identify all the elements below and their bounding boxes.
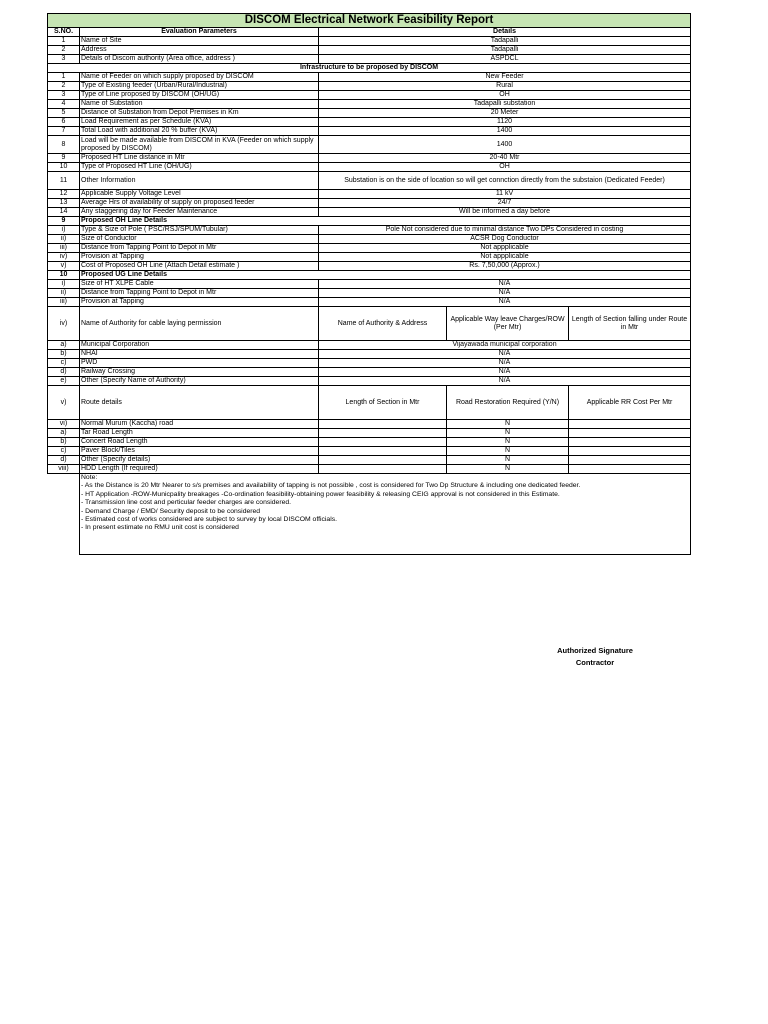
row-value: OH [319,91,691,100]
table-row [48,420,691,429]
row-parameter: Tar Road Length [80,429,319,438]
feasibility-report-sheet [47,13,690,555]
row-number: iv) [48,253,80,262]
row-number: ii) [48,289,80,298]
row-parameter: Name of Authority for cable laying permission [80,307,319,341]
table-row [48,298,691,307]
row-number: 1 [48,73,80,82]
row-parameter: Provision at Tapping [80,298,319,307]
table-row [48,64,691,73]
row-parameter: Load will be made available from DISCOM in KVA (Feeder on which supply proposed by DISCOM) [80,136,319,154]
row-parameter: Address [80,46,319,55]
table-row [48,253,691,262]
header-sno: S.NO. [48,28,80,37]
row-parameter: Other (Specify details) [80,456,319,465]
row-parameter: Name of Substation [80,100,319,109]
section-heading-infrastructure: Infrastructure to be proposed by DISCOM [48,64,691,73]
length-column-header: Length of Section in Mtr [319,386,447,420]
row-number: i) [48,280,80,289]
way-leave-column-header: Applicable Way leave Charges/ROW (Per Mtr) [447,307,569,341]
row-value: Tadapalli [319,46,691,55]
row-parameter: Cost of Proposed OH Line (Attach Detail estimate ) [80,262,319,271]
row-value: 20 Meter [319,109,691,118]
row-number: 5 [48,109,80,118]
table-row [48,136,691,154]
row-value: 1120 [319,118,691,127]
row-parameter: NHAI [80,350,319,359]
row-value: 20-40 Mtr [319,154,691,163]
road-restoration-value: N [447,447,569,456]
section-heading-oh-line: Proposed OH Line Details [80,217,691,226]
row-parameter: Other Information [80,172,319,190]
row-value: N/A [319,377,691,386]
row-value: N/A [319,280,691,289]
row-number: 2 [48,82,80,91]
row-value: Not appplicable [319,253,691,262]
row-number: b) [48,438,80,447]
row-parameter: Type of Line proposed by DISCOM (OH/UG) [80,91,319,100]
row-parameter: Municipal Corporation [80,341,319,350]
row-number: 4 [48,100,80,109]
note-spacer [48,474,80,555]
rr-cost-cell [569,447,691,456]
section-number: 9 [48,217,80,226]
row-parameter: Applicable Supply Voltage Level [80,190,319,199]
row-value: Vijayawada municipal corporation [319,341,691,350]
table-row [48,341,691,350]
table-row [48,127,691,136]
note-line: - Estimated cost of works considered are subject to survey by local DISCOM officials. [81,516,337,524]
table-row [48,429,691,438]
road-restoration-value: N [447,465,569,474]
row-value: Rural [319,82,691,91]
row-value: 1400 [319,127,691,136]
row-number: vi) [48,420,80,429]
table-row [48,474,691,555]
table-row [48,172,691,190]
row-number: 9 [48,154,80,163]
row-parameter: Normal Murum (Kaccha) road [80,420,319,429]
table-row [48,73,691,82]
route-length-cell [319,447,447,456]
row-parameter: Route details [80,386,319,420]
row-number: 13 [48,199,80,208]
row-parameter: Concert Road Length [80,438,319,447]
restoration-column-header: Road Restoration Required (Y/N) [447,386,569,420]
row-value: Tadapalli [319,37,691,46]
row-value: Tadapalli substation [319,100,691,109]
table-row [48,386,691,420]
row-number: 14 [48,208,80,217]
row-number: 6 [48,118,80,127]
row-value: OH [319,163,691,172]
table-row [48,109,691,118]
report-table [47,13,691,555]
road-restoration-value: N [447,438,569,447]
row-number: v) [48,386,80,420]
row-parameter: Load Requirement as per Schedule (KVA) [80,118,319,127]
table-row [48,447,691,456]
row-value: 11 kV [319,190,691,199]
route-length-cell [319,456,447,465]
row-value: Not appplicable [319,244,691,253]
row-number: 3 [48,55,80,64]
table-row [48,244,691,253]
rr-cost-column-header: Applicable RR Cost Per Mtr [569,386,691,420]
row-parameter: Type of Existing feeder (Urban/Rural/Industrial) [80,82,319,91]
row-number: viii) [48,465,80,474]
table-row [48,456,691,465]
row-value: Rs. 7,50,000 (Approx.) [319,262,691,271]
row-parameter: Details of Discom authority (Area office, address ) [80,55,319,64]
table-row [48,118,691,127]
table-row [48,208,691,217]
table-row [48,438,691,447]
row-number: 1 [48,37,80,46]
table-row [48,226,691,235]
row-number: 12 [48,190,80,199]
row-parameter: Distance from Tapping Point to Depot in Mtr [80,289,319,298]
row-parameter: Total Load with additional 20 % buffer (KVA) [80,127,319,136]
table-row [48,82,691,91]
row-parameter: Paver Block/Tiles [80,447,319,456]
note-box [80,474,691,555]
row-number: i) [48,226,80,235]
row-number: 8 [48,136,80,154]
header-evaluation-parameters: Evaluation Parameters [80,28,319,37]
table-row [48,91,691,100]
row-value: N/A [319,359,691,368]
section-number: 10 [48,271,80,280]
table-row [48,350,691,359]
row-parameter: Any staggering day for Feeder Maintenance [80,208,319,217]
row-value: ACSR Dog Conductor [319,235,691,244]
row-parameter: Distance of Substation from Depot Premises in Km [80,109,319,118]
row-number: c) [48,359,80,368]
table-row [48,271,691,280]
rr-cost-cell [569,429,691,438]
table-row [48,217,691,226]
table-row [48,235,691,244]
authorized-signature-label: Authorized Signature [557,646,633,655]
row-parameter: Name of Feeder on which supply proposed by DISCOM [80,73,319,82]
road-restoration-value: N [447,429,569,438]
row-parameter: Name of Site [80,37,319,46]
note-label: Note: [81,474,98,481]
row-value: ASPDCL [319,55,691,64]
row-number: 7 [48,127,80,136]
row-parameter: PWD [80,359,319,368]
row-number: v) [48,262,80,271]
table-row [48,377,691,386]
row-number: iii) [48,244,80,253]
row-number: 3 [48,91,80,100]
table-row [48,359,691,368]
route-length-cell [319,465,447,474]
rr-cost-cell [569,456,691,465]
note-line: - HT Application -ROW-Municpality breakages -Co-ordination feasibility-obtaining power feasibility & releasing CEIG approval is not considered in this Estimate. [81,490,560,498]
row-parameter: Railway Crossing [80,368,319,377]
table-row [48,262,691,271]
row-value: 24/7 [319,199,691,208]
row-number: e) [48,377,80,386]
row-parameter: Type & Size of Pole ( PSC/RSJ/SPUM/Tubular) [80,226,319,235]
note-line: - Demand Charge / EMD/ Security deposit to be considered [81,507,261,515]
road-restoration-value: N [447,456,569,465]
row-number: d) [48,368,80,377]
report-title: DISCOM Electrical Network Feasibility Report [48,14,691,28]
row-number: d) [48,456,80,465]
note-line: - As the Distance is 20 Mtr Nearer to s/s premises and availability of tapping is not possible , cost is considered for Two Dp Structure & including one dedicated feeder. [81,482,581,490]
table-row [48,37,691,46]
note-line: - In present estimate no RMU unit cost is considered [81,524,239,532]
row-value: N/A [319,368,691,377]
row-value: N/A [319,298,691,307]
table-row [48,307,691,341]
authority-column-header: Name of Authority & Address [319,307,447,341]
table-row [48,289,691,298]
row-number: 2 [48,46,80,55]
contractor-label: Contractor [575,658,615,667]
row-number: ii) [48,235,80,244]
road-restoration-value: N [447,420,569,429]
row-parameter: Provision at Tapping [80,253,319,262]
row-parameter: Size of Conductor [80,235,319,244]
table-row [48,199,691,208]
rr-cost-cell [569,438,691,447]
table-row [48,154,691,163]
row-value: Will be informed a day before [319,208,691,217]
table-row [48,190,691,199]
rr-cost-cell [569,420,691,429]
section-length-column-header: Length of Section falling under Route in Mtr [569,307,691,341]
row-number: iv) [48,307,80,341]
section-heading-ug-line: Proposed UG Line Details [80,271,691,280]
table-row [48,46,691,55]
row-number: c) [48,447,80,456]
table-row [48,280,691,289]
row-number: 10 [48,163,80,172]
row-parameter: Distance from Tapping Point to Depot in Mtr [80,244,319,253]
table-row [48,55,691,64]
header-details: Details [319,28,691,37]
row-parameter: Average Hrs of availability of supply on proposed feeder [80,199,319,208]
note-line: - Transmission line cost and perticular feeder charges are considered. [81,499,292,507]
table-row [48,100,691,109]
route-length-cell [319,420,447,429]
rr-cost-cell [569,465,691,474]
row-number: a) [48,341,80,350]
row-parameter: HDD Length (If required) [80,465,319,474]
row-number: iii) [48,298,80,307]
row-parameter: Other (Specify Name of Authority) [80,377,319,386]
row-parameter: Size of HT XLPE Cable [80,280,319,289]
row-number: a) [48,429,80,438]
row-value: New Feeder [319,73,691,82]
row-parameter: Type of Proposed HT Line (OH/UG) [80,163,319,172]
row-value: N/A [319,350,691,359]
row-number: b) [48,350,80,359]
row-value: 1400 [319,136,691,154]
route-length-cell [319,438,447,447]
row-parameter: Proposed HT Line distance in Mtr [80,154,319,163]
row-value: Substation is on the side of location so will get connction directly from the substaion (Dedicated Feeder) [319,172,691,190]
row-value: N/A [319,289,691,298]
table-row [48,163,691,172]
row-value: Pole Not considered due to minimal distance Two DPs Considered in costing [319,226,691,235]
table-row [48,465,691,474]
row-number: 11 [48,172,80,190]
route-length-cell [319,429,447,438]
table-row [48,368,691,377]
